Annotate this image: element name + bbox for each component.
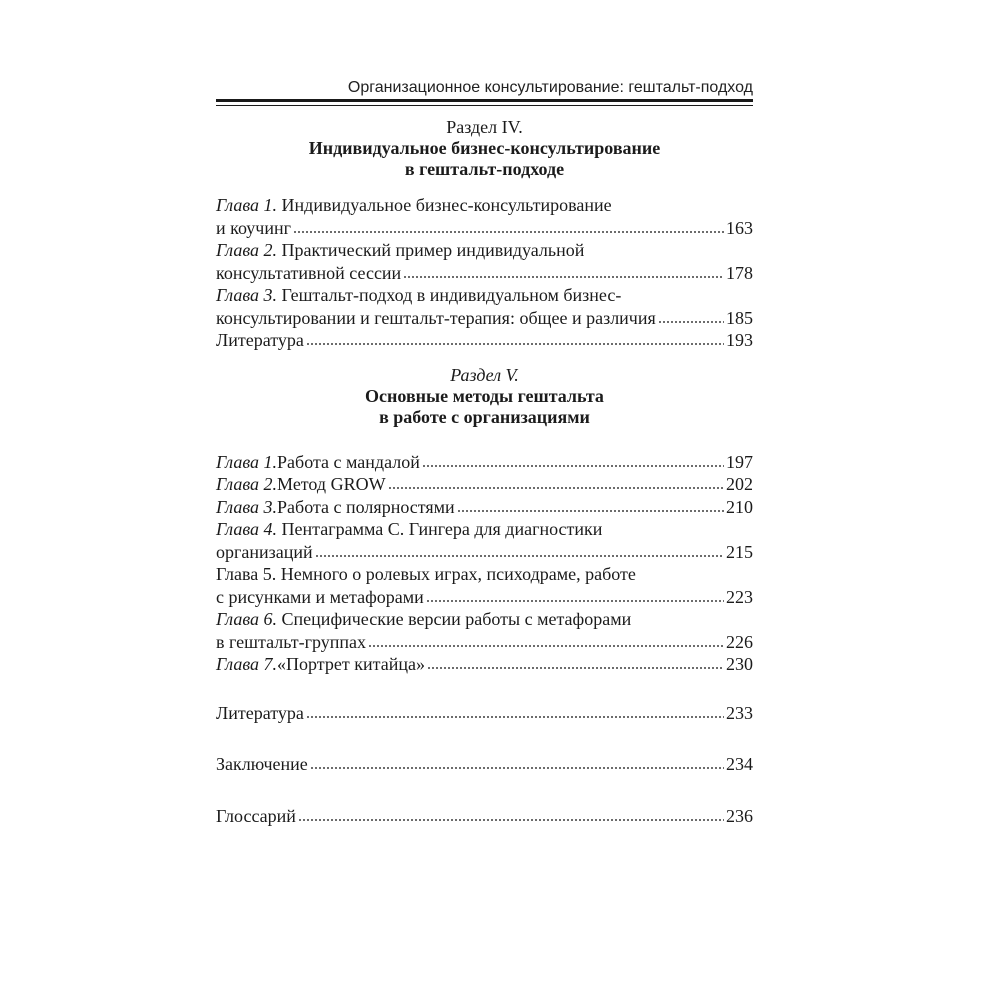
chapter-prefix: Глава 3. — [216, 285, 278, 305]
chapter-title: «Портрет китайца» — [277, 654, 425, 674]
dot-leader — [427, 664, 724, 670]
section-5-label: Раздел V. — [450, 364, 519, 385]
toc-entry-glossary[interactable] — [216, 805, 753, 828]
toc-entry[interactable] — [216, 608, 753, 653]
section-5-title-line1: Основные методы гештальта — [365, 385, 604, 406]
page-number: 185 — [726, 307, 753, 328]
chapter-title-line2: в гештальт-группах — [216, 631, 366, 652]
page-number: 197 — [726, 451, 753, 472]
chapter-title-line2: и коучинг — [216, 217, 291, 238]
chapter-title-line1: Гештальт-подход в индивидуальном бизнес- — [277, 285, 622, 305]
section-5-heading — [216, 365, 753, 428]
chapter-prefix: Глава 6. — [216, 609, 278, 629]
section-4-title-line2: в гештальт-подходе — [404, 159, 565, 179]
chapter-prefix: Глава 2. — [216, 240, 278, 260]
toc-entry[interactable] — [216, 496, 753, 519]
toc-entry-literature[interactable] — [216, 702, 753, 725]
chapter-title-line1: Пентаграмма С. Гингера для диагностики — [277, 519, 603, 539]
entry-label: Литература — [216, 702, 304, 723]
dot-leader — [388, 484, 724, 490]
dot-leader — [315, 552, 724, 558]
chapter-title: Метод GROW — [277, 474, 386, 494]
header-rule-thin — [216, 105, 753, 106]
section-4-heading — [216, 117, 753, 180]
page-number: 202 — [726, 474, 753, 494]
chapter-title-line1: Практический пример индивидуальной — [277, 240, 585, 260]
page-number: 226 — [726, 631, 753, 652]
toc-entry[interactable] — [216, 473, 753, 496]
page-number: 223 — [726, 586, 753, 607]
toc-entry[interactable] — [216, 563, 753, 608]
dot-leader — [426, 597, 724, 603]
chapter-prefix: Глава 3. — [216, 496, 278, 517]
toc-entry[interactable] — [216, 518, 753, 563]
running-header: Организационное консультирование: гештальт-подход — [347, 79, 753, 96]
chapter-title-line2: консультативной сессии — [216, 262, 402, 283]
dot-leader — [310, 764, 724, 770]
dot-leader — [306, 713, 724, 719]
header-rule-thick — [216, 99, 753, 102]
chapter-title-line2: консультировании и гештальт-терапия: общее и различия — [216, 307, 656, 328]
section-5-title-line2: в работе с организациями — [379, 406, 590, 427]
chapter-title-line1: Индивидуальное бизнес-консультирование — [277, 195, 612, 215]
chapter-title-line2: с рисунками и метафорами — [216, 586, 424, 607]
entry-label: Заключение — [216, 754, 308, 774]
table-of-contents — [216, 117, 753, 827]
chapter-title: Работа с полярностями — [277, 496, 455, 517]
page-number: 230 — [726, 654, 753, 674]
chapter-title-line2: организаций — [216, 541, 313, 562]
dot-leader — [658, 318, 724, 324]
toc-entry[interactable] — [216, 284, 753, 329]
dot-leader — [403, 273, 724, 279]
chapter-prefix: Глава 1. — [216, 195, 278, 215]
page-number: 236 — [726, 805, 753, 826]
dot-leader — [368, 642, 724, 648]
chapter-prefix: Глава 4. — [216, 519, 278, 539]
toc-entry[interactable] — [216, 451, 753, 474]
chapter-prefix: Глава 2. — [216, 474, 278, 494]
dot-leader — [298, 816, 724, 822]
toc-entry-conclusion[interactable] — [216, 753, 753, 776]
chapter-prefix: Глава 7. — [216, 654, 278, 674]
dot-leader — [293, 228, 724, 234]
chapter-title-line1: Глава 5. Немного о ролевых играх, психодраме, работе — [216, 564, 636, 584]
dot-leader — [422, 462, 724, 468]
page-number: 193 — [726, 330, 753, 350]
entry-label: Литература — [216, 330, 304, 350]
section-4-label: Раздел IV. — [446, 117, 523, 137]
toc-entry[interactable] — [216, 239, 753, 284]
page-number: 163 — [726, 217, 753, 238]
chapter-prefix: Глава 1. — [216, 451, 278, 472]
chapter-title-line1: Специфические версии работы с метафорами — [277, 609, 632, 629]
toc-entry[interactable] — [216, 653, 753, 676]
dot-leader — [457, 507, 724, 513]
section-4-title-line1: Индивидуальное бизнес-консультирование — [308, 138, 661, 158]
page-number: 210 — [726, 496, 753, 517]
dot-leader — [306, 340, 724, 346]
page-number: 233 — [726, 702, 753, 723]
toc-entry-literature[interactable] — [216, 329, 753, 352]
page-number: 215 — [726, 541, 753, 562]
chapter-title: Работа с мандалой — [277, 451, 420, 472]
page-number: 178 — [726, 262, 753, 283]
entry-label: Глоссарий — [216, 805, 296, 826]
toc-entry[interactable] — [216, 194, 753, 239]
page-number: 234 — [726, 754, 753, 774]
